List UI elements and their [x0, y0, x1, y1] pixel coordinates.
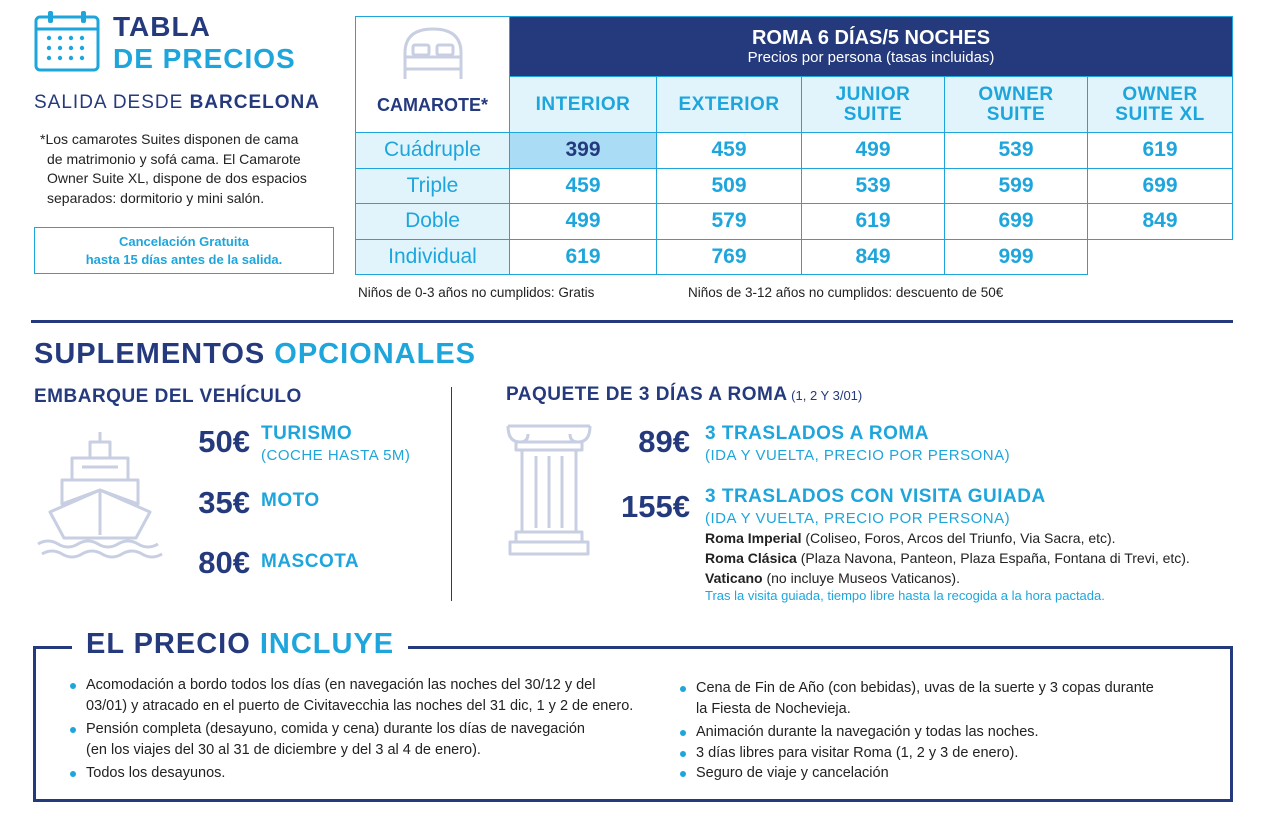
incluye-title-wrap	[72, 628, 408, 661]
title-tabla: TABLA	[113, 11, 211, 42]
paquete-title-text: PAQUETE DE 3 DÍAS A ROMA	[506, 384, 788, 405]
price-cell: 539	[802, 168, 945, 204]
detail-text: (Plaza Navona, Panteon, Plaza España, Fontana di Trevi, etc).	[796, 550, 1190, 566]
incluye-list-left	[70, 675, 660, 787]
sub-visita-guiada: (IDA Y VUELTA, PRECIO POR PERSONA)	[705, 510, 1011, 527]
ship-icon	[36, 430, 166, 560]
table-row	[356, 239, 1233, 275]
paquete-dates: (1, 2 Y 3/01)	[787, 388, 863, 403]
detail-bold: Roma Clásica	[705, 550, 797, 566]
cancel-line2: hasta 15 días antes de la salida.	[85, 252, 283, 267]
price-cell: 699	[945, 204, 1088, 240]
inc-title-a: EL PRECIO	[86, 628, 251, 660]
price-cell: 849	[802, 239, 945, 275]
roman-column-icon	[506, 420, 592, 558]
price-cell: 619	[1088, 133, 1233, 169]
price-cell: 579	[657, 204, 802, 240]
table-row	[356, 133, 1233, 169]
item-line1: Cena de Fin de Año (con bebidas), uvas de la suerte y 3 copas durante	[696, 680, 1154, 696]
col-l1: INTERIOR	[535, 93, 631, 115]
list-item	[70, 763, 660, 784]
label-turismo: TURISMO	[261, 423, 353, 444]
col-header-owner-suite-xl	[1088, 77, 1233, 133]
inc-title-b: INCLUYE	[259, 628, 395, 660]
section-divider	[31, 320, 1233, 323]
list-item	[70, 675, 660, 716]
price-cell: 699	[1088, 168, 1233, 204]
ninos-descuento: Niños de 3-12 años no cumplidos: descuento de 50€	[688, 285, 1004, 300]
ninos-gratis: Niños de 0-3 años no cumplidos: Gratis	[358, 285, 595, 300]
incluye-list-right	[680, 678, 1220, 787]
cancel-box	[34, 227, 334, 274]
item-line1: Pensión completa (desayuno, comida y cena) durante los días de navegación	[86, 721, 585, 737]
sup-title-a: SUPLEMENTOS	[34, 338, 266, 370]
note-line2: de matrimonio y sofá cama. El Camarote Owner Suite XL, dispone de dos espacios separados: dormitorio y mini salón.	[47, 150, 307, 206]
item-line1: Todos los desayunos.	[86, 765, 226, 781]
table-row	[356, 204, 1233, 240]
price-traslados: 89€	[638, 424, 690, 459]
col-l2: SUITE	[843, 103, 903, 125]
price-mascota: 80€	[198, 545, 250, 580]
detail-text: (Coliseo, Foros, Arcos del Triunfo, Via Sacra, etc).	[801, 530, 1116, 546]
detail-bold: Vaticano	[705, 570, 763, 586]
salida-city: BARCELONA	[189, 92, 320, 113]
detail-text: (no incluye Museos Vaticanos).	[762, 570, 960, 586]
list-item	[680, 763, 1220, 784]
price-cell: 619	[802, 204, 945, 240]
suites-note	[40, 130, 330, 208]
col-l1: EXTERIOR	[678, 93, 780, 115]
item-line2: (en los viajes del 30 al 31 de diciembre y del 3 al 4 de enero).	[86, 741, 481, 758]
incluye-title	[86, 628, 394, 661]
paquete-title	[506, 384, 862, 406]
table-row	[356, 168, 1233, 204]
visita-note: Tras la visita guiada, tiempo libre hasta la recogida a la hora pactada.	[705, 588, 1105, 603]
price-cell: 619	[510, 239, 657, 275]
title-precios: DE PRECIOS	[113, 43, 296, 74]
route-subtitle: Precios por persona (tasas incluidas)	[747, 49, 995, 66]
item-line2: la Fiesta de Nochevieja.	[696, 700, 851, 717]
item-line1: Seguro de viaje y cancelación	[696, 765, 889, 781]
item-line1: Acomodación a bordo todos los días (en navegación las noches del 30/12 y del	[86, 677, 596, 693]
col-l1: OWNER	[978, 83, 1054, 105]
sub-turismo: (COCHE HASTA 5M)	[261, 447, 411, 464]
price-visita-guiada: 155€	[621, 489, 690, 524]
list-item	[680, 743, 1220, 764]
list-item	[70, 719, 660, 760]
price-turismo: 50€	[198, 424, 250, 459]
col-l1: JUNIOR	[835, 83, 911, 105]
price-cell: 599	[945, 168, 1088, 204]
calendar-icon	[34, 10, 100, 72]
sub-traslados: (IDA Y VUELTA, PRECIO POR PERSONA)	[705, 447, 1011, 464]
suplementos-title	[34, 338, 476, 371]
salida-desde	[34, 92, 320, 114]
item-line2: 03/01) y atracado en el puerto de Civitavecchia las noches del 31 dic, 1 y 2 de enero.	[86, 697, 634, 714]
col-l2: SUITE	[986, 103, 1046, 125]
route-header	[510, 17, 1233, 77]
price-cell: 499	[802, 133, 945, 169]
item-line1: Animación durante la navegación y todas las noches.	[696, 724, 1039, 740]
price-cell: 499	[510, 204, 657, 240]
camarote-label: CAMAROTE*	[377, 95, 488, 115]
col-header-exterior	[657, 77, 802, 133]
label-moto: MOTO	[261, 490, 320, 511]
col-header-junior-suite	[802, 77, 945, 133]
bed-icon	[401, 23, 465, 81]
price-cell: 769	[657, 239, 802, 275]
sup-title-b: OPCIONALES	[274, 338, 477, 370]
detail-roma-imperial	[705, 528, 1116, 548]
item-line1: 3 días libres para visitar Roma (1, 2 y 3 de enero).	[696, 744, 1019, 761]
row-label: Doble	[356, 204, 510, 240]
price-cell: 999	[945, 239, 1088, 275]
label-traslados: 3 TRASLADOS A ROMA	[705, 423, 929, 444]
list-item	[680, 722, 1220, 743]
route-title: ROMA 6 DÍAS/5 NOCHES	[751, 27, 991, 49]
price-cell-empty	[1088, 239, 1233, 275]
list-item	[680, 678, 1220, 719]
cancel-line1: Cancelación Gratuita	[118, 234, 250, 249]
row-label: Triple	[356, 168, 510, 204]
col-header-owner-suite	[945, 77, 1088, 133]
price-cell: 539	[945, 133, 1088, 169]
col-l1: OWNER	[1122, 83, 1198, 105]
price-cell: 459	[657, 133, 802, 169]
price-table	[355, 16, 1232, 275]
salida-prefix: SALIDA DESDE	[34, 92, 190, 113]
col-l2: SUITE XL	[1115, 103, 1205, 125]
row-label: Cuádruple	[356, 133, 510, 169]
col-header-interior	[510, 77, 657, 133]
detail-bold: Roma Imperial	[705, 530, 802, 546]
detail-roma-clasica	[705, 548, 1190, 568]
price-cell: 459	[510, 168, 657, 204]
row-label: Individual	[356, 239, 510, 275]
label-visita-guiada: 3 TRASLADOS CON VISITA GUIADA	[705, 486, 1046, 507]
vertical-divider	[451, 387, 452, 601]
label-mascota: MASCOTA	[261, 551, 360, 572]
price-cell: 849	[1088, 204, 1233, 240]
note-line1: *Los camarotes Suites disponen de cama	[40, 131, 299, 147]
detail-vaticano	[705, 568, 960, 588]
embarque-title: EMBARQUE DEL VEHÍCULO	[34, 386, 302, 407]
price-cell: 509	[657, 168, 802, 204]
price-moto: 35€	[198, 485, 250, 520]
price-cell: 399	[510, 133, 657, 169]
camarote-header	[356, 17, 510, 133]
